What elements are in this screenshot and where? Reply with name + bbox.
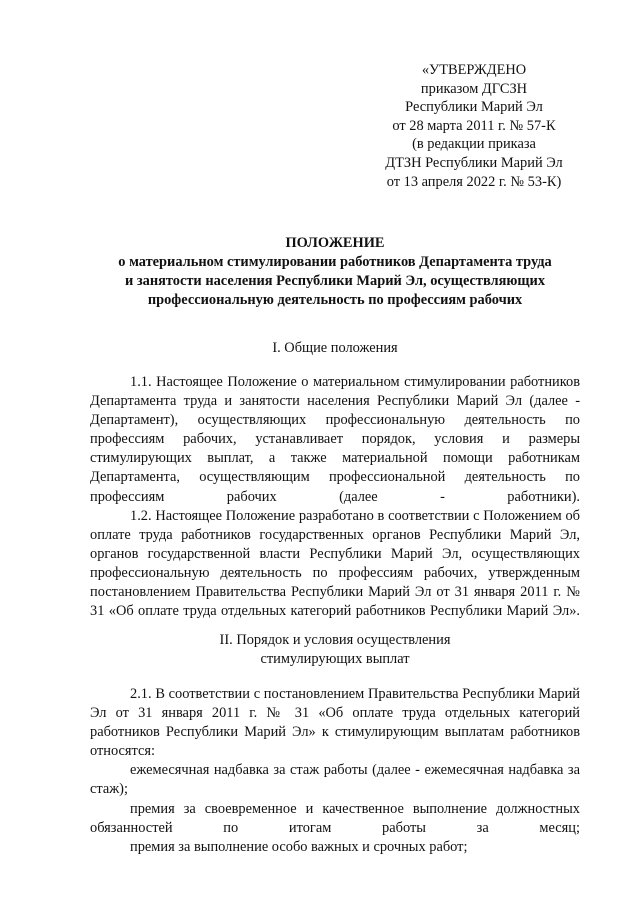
list-item: премия за выполнение особо важных и срочных работ; bbox=[130, 838, 468, 855]
document-title-heading: ПОЛОЖЕНИЕ bbox=[285, 235, 385, 251]
approval-stamp bbox=[384, 61, 564, 191]
document-title bbox=[80, 234, 590, 310]
list-item: премия за своевременное и качественное выполнение должностных обязанностей по итогам работы за месяц; bbox=[90, 800, 580, 836]
approval-line: приказом ДГСЗН bbox=[420, 80, 528, 97]
paragraph-2-1: 2.1. В соответствии с постановлением Правительства Республики Марий Эл от 31 января 2011 г. № 31 «Об оплате труда отдельных категорий работников Республики Марий Эл» к стимулирующим выплатам работников относятся: bbox=[90, 686, 580, 760]
section-1-heading bbox=[80, 339, 590, 358]
section-2-heading-line: стимулирующих выплат bbox=[260, 651, 410, 667]
approval-line: от 13 апреля 2022 г. № 53-К) bbox=[386, 173, 562, 190]
section-2-body bbox=[90, 685, 580, 857]
list-item: ежемесячная надбавка за стаж работы (далее - ежемесячная надбавка за стаж); bbox=[90, 762, 580, 798]
document-title-line: и занятости населения Республики Марий Эл, осуществляющих bbox=[124, 273, 546, 289]
approval-line: ДТЗН Республики Марий Эл bbox=[385, 154, 563, 171]
section-1-body bbox=[90, 373, 580, 621]
document-title-line: профессиональную деятельность по профессиям рабочих bbox=[147, 292, 523, 308]
document-title-line: о материальном стимулировании работников Департамента труда bbox=[118, 254, 552, 270]
approval-line: (в редакции приказа bbox=[412, 136, 536, 153]
approval-line: «УТВЕРЖДЕНО bbox=[421, 62, 527, 78]
section-1-heading-text: I. Общие положения bbox=[272, 340, 398, 356]
approval-line: от 28 марта 2011 г. № 57-К bbox=[392, 117, 556, 134]
paragraph-1-2: 1.2. Настоящее Положение разработано в соответствии с Положением об оплате труда работников государственных органов Республики Марий Эл, органов государственной власти Республики Марий Эл, осуществляющих профессиональную деятельность по профессиям рабочих, утвержденным постановлением Правительства Республики Марий Эл от 31 января 2011 г. № 31 «Об оплате труда отдельных категорий работников Республики Марий Эл». bbox=[90, 507, 580, 620]
approval-line: Республики Марий Эл bbox=[405, 99, 543, 116]
paragraph-1-1: 1.1. Настоящее Положение о материальном стимулировании работников Департамента труда и занятости населения Республики Марий Эл (далее - Департамент), осуществляющих профессиональную деятельность по профессиям рабочих, устанавливает порядок, условия и размеры стимулирующих выплат, а также материальной помощи работникам Департамента, осуществляющим профессиональной деятельность по профессиям рабочих (далее - работники). bbox=[90, 374, 580, 505]
section-2-heading bbox=[80, 631, 590, 669]
section-2-heading-line: II. Порядок и условия осуществления bbox=[219, 632, 451, 648]
